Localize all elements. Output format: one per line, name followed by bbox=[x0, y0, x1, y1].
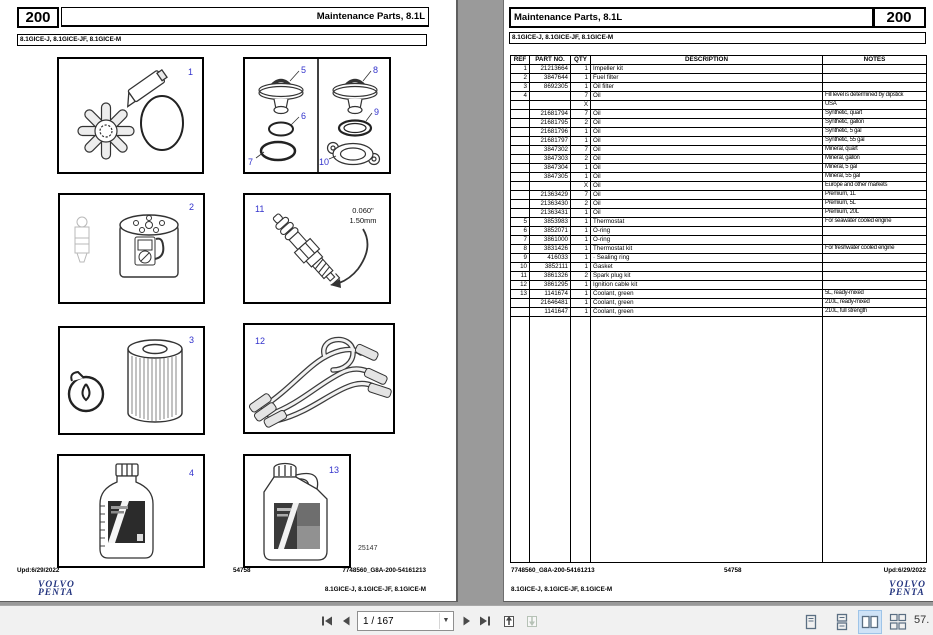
table-cell: 21681794 bbox=[530, 110, 571, 119]
table-filler-cell bbox=[511, 317, 530, 563]
table-row bbox=[511, 164, 927, 173]
table-row bbox=[511, 92, 927, 101]
table-cell: 1 bbox=[571, 137, 591, 146]
figure-box-oil-filter bbox=[58, 326, 205, 435]
table-cell: 1 bbox=[571, 227, 591, 236]
table-row bbox=[511, 128, 927, 137]
table-cell: 1 bbox=[571, 281, 591, 290]
table-cell: Mineral, 55 gal bbox=[823, 173, 927, 182]
table-cell: 21646481 bbox=[530, 299, 571, 308]
table-cell: 416033 bbox=[530, 254, 571, 263]
figure-label: 12 bbox=[255, 336, 266, 346]
table-cell: 3847303 bbox=[530, 155, 571, 164]
table-cell: 1 bbox=[571, 164, 591, 173]
table-cell: 5L, ready-mixed bbox=[823, 290, 927, 299]
table-cell: Fuel filter bbox=[591, 74, 823, 83]
next-view-icon bbox=[523, 612, 540, 629]
table-row bbox=[511, 290, 927, 299]
table-cell: 3847644 bbox=[530, 74, 571, 83]
table-cell: 5 bbox=[511, 218, 530, 227]
table-cell bbox=[530, 182, 571, 191]
footer-models-line: 8.1GICE-J, 8.1GICE-JF, 8.1GICE-M bbox=[511, 586, 613, 593]
table-cell: 21363430 bbox=[530, 200, 571, 209]
table-cell: For seawater cooled engine bbox=[823, 218, 927, 227]
table-cell: 1141647 bbox=[530, 308, 571, 317]
table-filler-cell bbox=[530, 317, 571, 563]
table-cell bbox=[511, 182, 530, 191]
col-header-part-no: PART NO. bbox=[530, 56, 571, 65]
logo-line-penta: PENTA bbox=[889, 588, 925, 598]
figure-label: 1 bbox=[187, 67, 193, 77]
table-cell: 6 bbox=[511, 227, 530, 236]
figure-box-impeller-kit bbox=[57, 57, 204, 174]
table-cell: 3853983 bbox=[530, 218, 571, 227]
table-cell: 2 bbox=[571, 200, 591, 209]
figure-label: 11 bbox=[255, 204, 265, 214]
table-cell: O-ring bbox=[591, 227, 823, 236]
models-line: 8.1GICE-J, 8.1GICE-JF, 8.1GICE-M bbox=[17, 34, 427, 46]
figure-label: 8 bbox=[373, 65, 379, 75]
col-header-description: DESCRIPTION bbox=[591, 56, 823, 65]
table-cell: 1 bbox=[571, 173, 591, 182]
table-row bbox=[511, 227, 927, 236]
table-cell: Fill level is determined by dipstick bbox=[823, 92, 927, 101]
parts-table-container bbox=[510, 55, 927, 563]
table-cell: 21363431 bbox=[530, 209, 571, 218]
oil-bottle-illustration bbox=[59, 456, 203, 566]
table-row bbox=[511, 110, 927, 119]
table-cell: Synthetic, quart bbox=[823, 110, 927, 119]
table-cell bbox=[530, 101, 571, 110]
logo-line-volvo: VOLVO bbox=[38, 580, 75, 590]
table-cell: 1 bbox=[571, 74, 591, 83]
page-number-input[interactable] bbox=[358, 616, 439, 627]
table-cell: 21681796 bbox=[530, 128, 571, 137]
table-cell bbox=[511, 101, 530, 110]
table-cell: Oil bbox=[591, 191, 823, 200]
table-cell: 21363429 bbox=[530, 191, 571, 200]
table-cell bbox=[511, 191, 530, 200]
volvo-penta-logo bbox=[38, 581, 75, 597]
footer-updated: Upd:6/29/2022 bbox=[883, 567, 926, 574]
table-cell: 210L, ready-mixed bbox=[823, 299, 927, 308]
table-cell: 11 bbox=[511, 272, 530, 281]
table-cell: Synthetic, gallon bbox=[823, 119, 927, 128]
table-cell: 3861295 bbox=[530, 281, 571, 290]
table-row bbox=[511, 83, 927, 92]
figure-label: 7 bbox=[248, 157, 254, 167]
figure-box-fuel-filter bbox=[58, 193, 205, 304]
table-cell bbox=[823, 83, 927, 92]
page-number-box: 200 bbox=[872, 7, 926, 28]
table-cell bbox=[511, 119, 530, 128]
figure-label: 4 bbox=[188, 468, 194, 478]
previous-view-icon bbox=[500, 612, 517, 629]
table-cell: 7 bbox=[571, 92, 591, 101]
table-row bbox=[511, 74, 927, 83]
table-row bbox=[511, 137, 927, 146]
two-page-view-icon bbox=[860, 612, 880, 632]
page-number-field[interactable] bbox=[357, 611, 454, 631]
table-cell: Synthetic, 5 gal bbox=[823, 128, 927, 137]
footer-updated: Upd:6/29/2022 bbox=[17, 567, 60, 574]
table-cell: X bbox=[571, 182, 591, 191]
table-row bbox=[511, 191, 927, 200]
parts-table bbox=[510, 55, 927, 563]
table-cell: 3861000 bbox=[530, 236, 571, 245]
last-page-button[interactable] bbox=[476, 612, 493, 629]
table-cell: 3831426 bbox=[530, 245, 571, 254]
two-page-continuous-view-icon bbox=[888, 612, 908, 632]
figure-label: 6 bbox=[301, 111, 307, 121]
image-ref-number: 25147 bbox=[358, 545, 378, 552]
figure-box-oil-bottle bbox=[57, 454, 205, 568]
table-row bbox=[511, 209, 927, 218]
two-page-view-button[interactable] bbox=[858, 610, 882, 634]
col-header-ref: REF bbox=[511, 56, 530, 65]
table-cell: 7 bbox=[571, 146, 591, 155]
document-page-right bbox=[503, 0, 933, 602]
table-row bbox=[511, 65, 927, 74]
figure-label: 5 bbox=[301, 65, 307, 75]
table-cell: O-ring bbox=[591, 236, 823, 245]
table-cell: 1 bbox=[571, 263, 591, 272]
spark-gap-inches: 0.060" bbox=[352, 206, 374, 215]
fuel-filter-illustration bbox=[60, 195, 203, 302]
table-header-row bbox=[511, 56, 927, 65]
table-cell: Oil filter bbox=[591, 83, 823, 92]
table-cell: Mineral, quart bbox=[823, 146, 927, 155]
table-cell: USA bbox=[823, 101, 927, 110]
table-cell: Mineral, gallon bbox=[823, 155, 927, 164]
table-cell: 13 bbox=[511, 290, 530, 299]
coolant-jug-illustration bbox=[245, 456, 349, 566]
table-filler-cell bbox=[591, 317, 823, 563]
table-filler-cell bbox=[823, 317, 927, 563]
table-cell: 3847302 bbox=[530, 146, 571, 155]
table-row bbox=[511, 146, 927, 155]
table-cell: 1 bbox=[571, 83, 591, 92]
table-row bbox=[511, 263, 927, 272]
table-cell: 1 bbox=[571, 209, 591, 218]
table-row bbox=[511, 173, 927, 182]
table-cell: 3 bbox=[511, 83, 530, 92]
next-page-button[interactable] bbox=[457, 612, 474, 629]
table-cell: Oil bbox=[591, 110, 823, 119]
footer-document-id: 7748560_G8A-200-54161213 bbox=[342, 567, 426, 574]
thermostat-illustration bbox=[245, 59, 389, 172]
table-cell: Impeller kit bbox=[591, 65, 823, 74]
table-cell: Premium, 5L bbox=[823, 200, 927, 209]
previous-page-button[interactable] bbox=[338, 612, 355, 629]
single-page-view-button[interactable] bbox=[799, 610, 823, 634]
continuous-view-icon bbox=[832, 612, 852, 632]
table-cell: X bbox=[571, 101, 591, 110]
table-row bbox=[511, 236, 927, 245]
table-cell: 3847304 bbox=[530, 164, 571, 173]
table-cell: 1 bbox=[571, 245, 591, 254]
table-cell: 1 bbox=[511, 65, 530, 74]
table-filler-cell bbox=[571, 317, 591, 563]
table-cell: 2 bbox=[571, 119, 591, 128]
continuous-view-button[interactable] bbox=[830, 610, 854, 634]
table-cell: 1 bbox=[571, 290, 591, 299]
table-row bbox=[511, 218, 927, 227]
table-cell: 21213664 bbox=[530, 65, 571, 74]
impeller-kit-illustration bbox=[59, 59, 202, 172]
figure-label: 3 bbox=[188, 335, 194, 345]
table-cell: 3847305 bbox=[530, 173, 571, 182]
table-row bbox=[511, 299, 927, 308]
table-cell: 1 bbox=[571, 236, 591, 245]
parts-table-body bbox=[511, 65, 927, 563]
table-cell: Oil bbox=[591, 173, 823, 182]
table-cell: Oil bbox=[591, 155, 823, 164]
next-view-button[interactable] bbox=[523, 612, 540, 629]
footer-catalog-number: 54758 bbox=[233, 567, 251, 574]
page-title: Maintenance Parts, 8.1L bbox=[509, 7, 875, 28]
oil-filter-illustration bbox=[60, 328, 203, 433]
table-cell bbox=[823, 74, 927, 83]
table-cell bbox=[511, 308, 530, 317]
table-cell bbox=[511, 146, 530, 155]
table-cell: Thermostat bbox=[591, 218, 823, 227]
table-cell: 9 bbox=[511, 254, 530, 263]
table-filler-row bbox=[511, 317, 927, 563]
zoom-level-control[interactable]: 57. bbox=[914, 614, 930, 626]
table-cell bbox=[511, 209, 530, 218]
table-cell: 1141674 bbox=[530, 290, 571, 299]
figure-box-thermostats bbox=[243, 57, 391, 174]
table-cell bbox=[823, 227, 927, 236]
table-cell: Oil bbox=[591, 128, 823, 137]
table-row bbox=[511, 245, 927, 254]
table-cell bbox=[530, 92, 571, 101]
table-cell: 10 bbox=[511, 263, 530, 272]
table-cell: Ignition cable kit bbox=[591, 281, 823, 290]
table-cell bbox=[823, 281, 927, 290]
table-row bbox=[511, 308, 927, 317]
table-cell: 210L, full strength bbox=[823, 308, 927, 317]
table-cell: Synthetic, 55 gal bbox=[823, 137, 927, 146]
table-cell bbox=[511, 155, 530, 164]
logo-line-penta: PENTA bbox=[38, 588, 74, 598]
ignition-cable-illustration bbox=[245, 325, 393, 432]
document-page-left bbox=[0, 0, 458, 602]
table-cell: Oil bbox=[591, 119, 823, 128]
table-cell: Europe and other markets bbox=[823, 182, 927, 191]
table-cell: For freshwater cooled engine bbox=[823, 245, 927, 254]
page-title: Maintenance Parts, 8.1L bbox=[61, 7, 429, 27]
table-row bbox=[511, 200, 927, 209]
table-cell: 1 bbox=[571, 128, 591, 137]
table-cell: 7 bbox=[511, 236, 530, 245]
table-cell: 1 bbox=[571, 308, 591, 317]
spark-plug-illustration bbox=[245, 195, 389, 302]
volvo-penta-logo bbox=[889, 581, 926, 597]
table-cell: 7 bbox=[571, 110, 591, 119]
table-cell: 8 bbox=[511, 245, 530, 254]
single-page-view-icon bbox=[801, 612, 821, 632]
table-cell: 4 bbox=[511, 92, 530, 101]
table-cell: Oil bbox=[591, 164, 823, 173]
table-cell: Premium, 20L bbox=[823, 209, 927, 218]
first-page-icon bbox=[319, 613, 335, 629]
table-cell: 1 bbox=[571, 299, 591, 308]
figure-box-coolant-jug bbox=[243, 454, 351, 568]
table-cell: 21681797 bbox=[530, 137, 571, 146]
page-number-box: 200 bbox=[17, 7, 59, 28]
table-cell: 21681795 bbox=[530, 119, 571, 128]
last-page-icon bbox=[477, 613, 493, 629]
logo-line-volvo: VOLVO bbox=[889, 580, 926, 590]
next-page-icon bbox=[458, 613, 474, 629]
page-dropdown-caret-icon[interactable]: ▼ bbox=[439, 613, 452, 629]
table-cell bbox=[511, 164, 530, 173]
table-cell bbox=[511, 137, 530, 146]
table-row bbox=[511, 254, 927, 263]
table-cell: Oil bbox=[591, 182, 823, 191]
table-cell: Spark plug kit bbox=[591, 272, 823, 281]
figure-label: 9 bbox=[374, 107, 380, 117]
first-page-button[interactable] bbox=[318, 612, 335, 629]
table-cell: 1 bbox=[571, 254, 591, 263]
table-cell bbox=[823, 236, 927, 245]
footer-document-id: 7748560_G8A-200-54161213 bbox=[511, 567, 595, 574]
table-row bbox=[511, 101, 927, 110]
two-page-continuous-view-button[interactable] bbox=[886, 610, 910, 634]
spark-gap-mm: 1.50mm bbox=[349, 216, 377, 225]
table-row bbox=[511, 281, 927, 290]
viewer-bottom-toolbar bbox=[0, 605, 933, 635]
footer-models-line: 8.1GICE-J, 8.1GICE-JF, 8.1GICE-M bbox=[324, 586, 426, 593]
table-cell: Coolant, green bbox=[591, 308, 823, 317]
table-cell: 1 bbox=[571, 218, 591, 227]
table-cell: Thermostat kit bbox=[591, 245, 823, 254]
col-header-notes: NOTES bbox=[823, 56, 927, 65]
table-cell bbox=[511, 173, 530, 182]
previous-view-button[interactable] bbox=[500, 612, 517, 629]
table-cell: 3852071 bbox=[530, 227, 571, 236]
models-line: 8.1GICE-J, 8.1GICE-JF, 8.1GICE-M bbox=[509, 32, 926, 44]
table-cell: Oil bbox=[591, 200, 823, 209]
table-cell: Oil bbox=[591, 92, 823, 101]
table-row bbox=[511, 272, 927, 281]
table-cell: 3852111 bbox=[530, 263, 571, 272]
table-cell bbox=[511, 200, 530, 209]
table-row bbox=[511, 155, 927, 164]
footer-catalog-number: 54758 bbox=[724, 567, 742, 574]
figure-box-ignition-cables bbox=[243, 323, 395, 434]
table-cell: Premium, 1L bbox=[823, 191, 927, 200]
table-cell: · Sealing ring bbox=[591, 254, 823, 263]
table-cell: Oil bbox=[591, 209, 823, 218]
table-row bbox=[511, 119, 927, 128]
previous-page-icon bbox=[339, 613, 355, 629]
table-cell: 2 bbox=[511, 74, 530, 83]
figure-label: 2 bbox=[188, 202, 194, 212]
table-cell bbox=[823, 254, 927, 263]
table-cell bbox=[511, 110, 530, 119]
table-cell: 2 bbox=[571, 272, 591, 281]
table-cell: 8692305 bbox=[530, 83, 571, 92]
table-cell: Mineral, 5 gal bbox=[823, 164, 927, 173]
figure-label: 13 bbox=[328, 465, 339, 475]
table-cell bbox=[823, 263, 927, 272]
table-row bbox=[511, 182, 927, 191]
table-cell bbox=[823, 65, 927, 74]
table-cell: Oil bbox=[591, 146, 823, 155]
figure-label: 10 bbox=[319, 157, 330, 167]
table-cell: 12 bbox=[511, 281, 530, 290]
table-cell: 1 bbox=[571, 65, 591, 74]
table-cell: Coolant, green bbox=[591, 299, 823, 308]
table-cell: 7 bbox=[571, 191, 591, 200]
table-cell bbox=[591, 101, 823, 110]
table-cell: Oil bbox=[591, 137, 823, 146]
table-cell: 3861326 bbox=[530, 272, 571, 281]
figure-box-spark-plug bbox=[243, 193, 391, 304]
table-cell bbox=[511, 299, 530, 308]
table-cell: Coolant, green bbox=[591, 290, 823, 299]
table-cell: 2 bbox=[571, 155, 591, 164]
table-cell bbox=[511, 128, 530, 137]
col-header-qty: QTY bbox=[571, 56, 591, 65]
table-cell bbox=[823, 272, 927, 281]
table-cell: Gasket bbox=[591, 263, 823, 272]
